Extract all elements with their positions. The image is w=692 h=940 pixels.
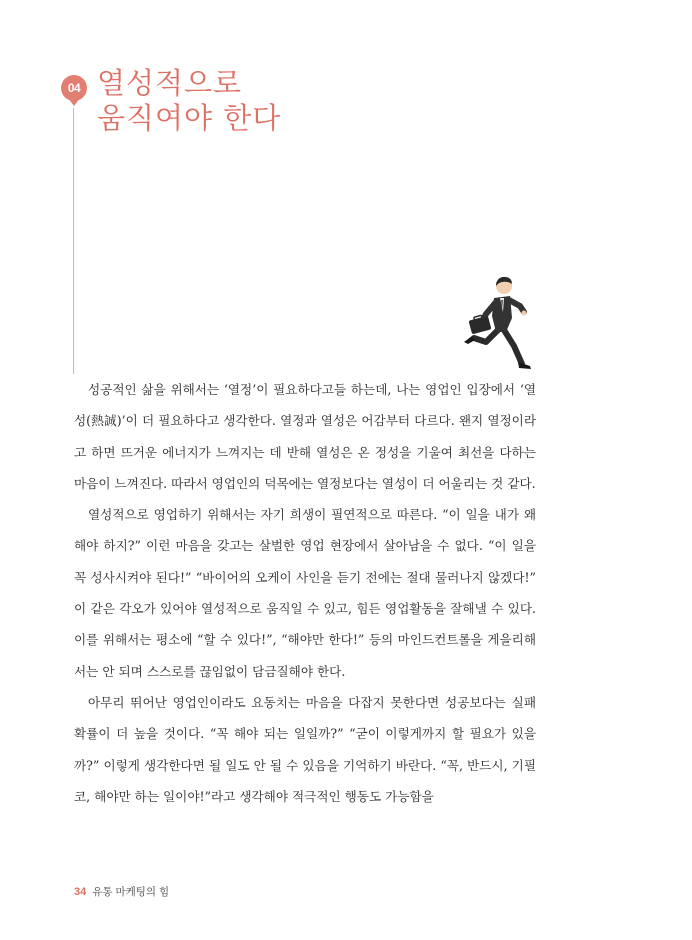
page-footer — [74, 884, 169, 899]
badge-pointer — [68, 98, 80, 106]
paragraph: 성공적인 삶을 위해서는 ‘열정’이 필요하다고들 하는데, 나는 영업인 입장에서 ‘열성(熱誠)’이 더 필요하다고 생각한다. 열정과 열성은 어감부터 다르다. 왠지 열정이라고 하면 뜨거운 에너지가 느껴지는 데 반해 열성은 온 정성을 기울여 최선을 다하는 마음이 느껴진다. 따라서 영업인의 덕목에는 열정보다는 열성이 더 어울리는 것 같다. — [74, 382, 536, 491]
page-number: 34 — [74, 886, 87, 898]
body-text — [74, 374, 536, 812]
section-title — [97, 66, 281, 136]
book-title: 유통 마케팅의 힘 — [92, 886, 170, 898]
title-vertical-rule — [73, 108, 74, 374]
section-number-badge: 04 — [61, 75, 87, 101]
running-businessman-illustration — [452, 272, 552, 372]
paragraph: 아무리 뛰어난 영업인이라도 요동치는 마음을 다잡지 못한다면 성공보다는 실패 확률이 더 높을 것이다. “꼭 해야 되는 일일까?” “굳이 이렇게까지 할 필요가 있을까?” 이렇게 생각한다면 될 일도 안 될 수 있음을 기억하기 바란다. “꼭, 반드시, 기필코, 해야만 하는 일이야!”라고 생각해야 적극적인 행동도 가능함을 — [74, 694, 536, 804]
paragraph: 열성적으로 영업하기 위해서는 자기 희생이 필연적으로 따른다. “이 일을 내가 왜 해야 하지?” 이런 마음을 갖고는 살벌한 영업 현장에서 살아남을 수 없다. “이 일을 꼭 성사시켜야 된다!” “바이어의 오케이 사인을 듣기 전에는 절대 물러나지 않겠다!” 이 같은 각오가 있어야 열성적으로 움직일 수 있고, 힘든 영업활동을 잘해낼 수 있다. 이를 위해서는 평소에 “할 수 있다!”, “해야만 한다!” 등의 마인드컨트롤을 게을리해서는 안 되며 스스로를 끊임없이 담금질해야 한다. — [74, 507, 536, 679]
section-title-line-2: 움직여야 한다 — [97, 101, 282, 135]
section-title-line-1: 열성적으로 — [97, 66, 243, 100]
